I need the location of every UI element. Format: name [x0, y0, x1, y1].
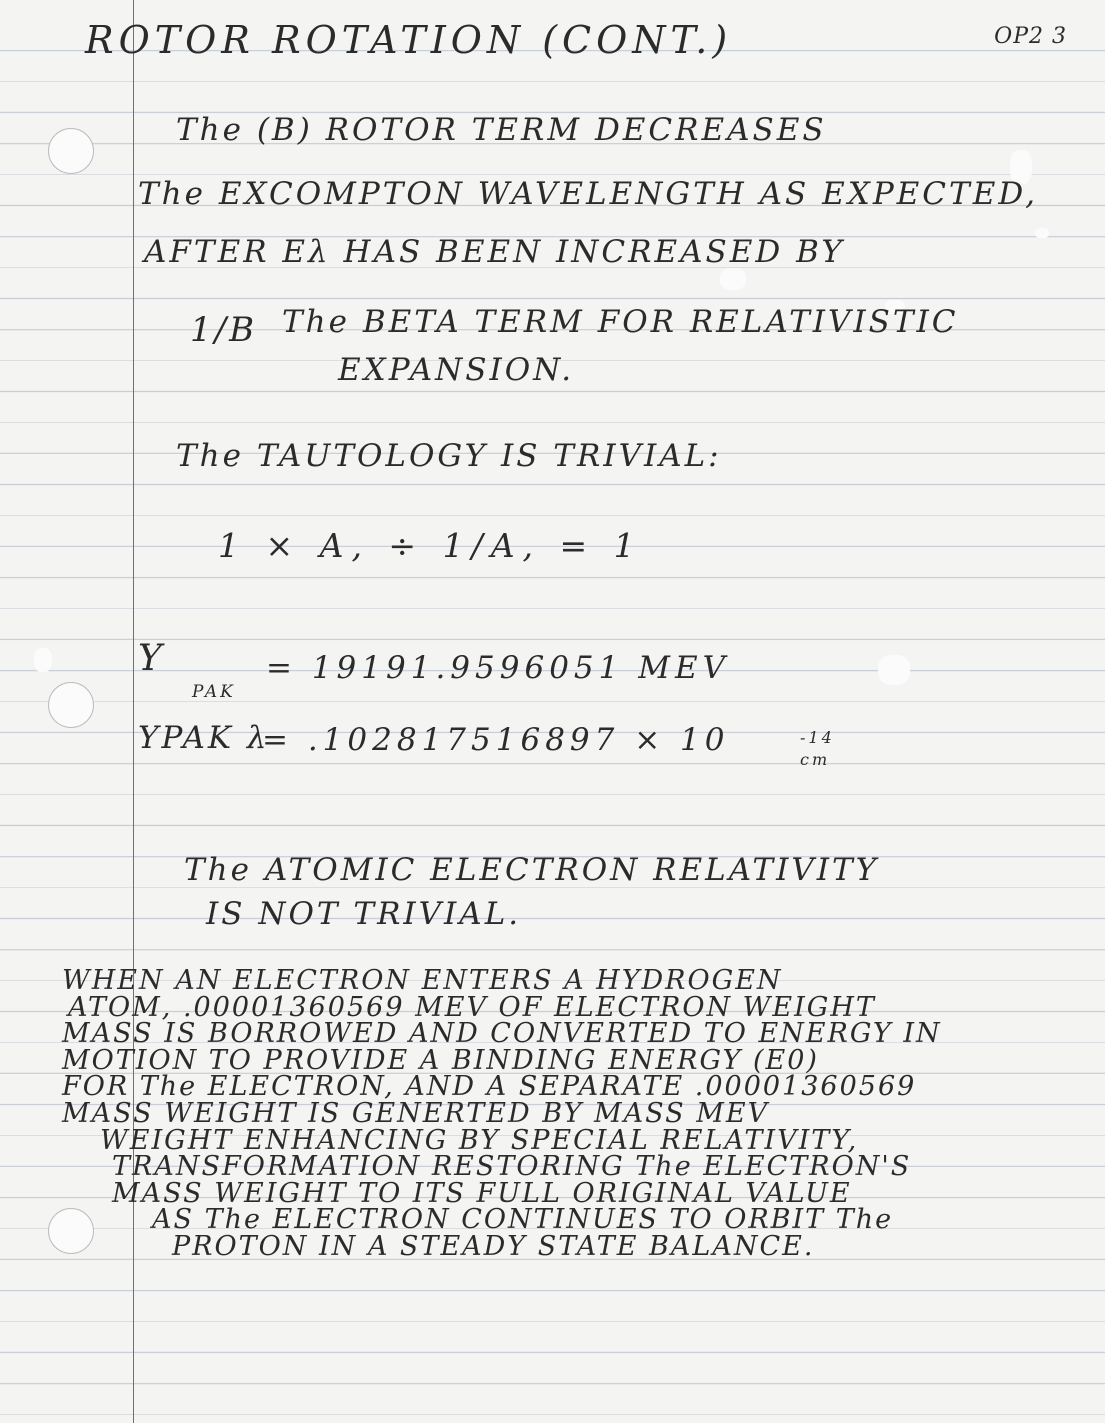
correction-fluid-mark	[34, 648, 52, 672]
equation-label: ΥPAK λ	[138, 720, 270, 756]
fraction: 1/B	[190, 310, 258, 350]
note-line: The (B) ROTOR TERM DECREASES	[176, 112, 827, 148]
paragraph-line: WHEN AN ELECTRON ENTERS A HYDROGEN	[62, 965, 783, 996]
note-line: AFTER Eλ HAS BEEN INCREASED BY	[144, 234, 845, 270]
note-heading: The TAUTOLOGY IS TRIVIAL:	[176, 438, 722, 474]
paragraph-line: MOTION TO PROVIDE A BINDING ENERGY (E0)	[62, 1044, 819, 1076]
page-title: ROTOR ROTATION (CONT.)	[85, 18, 733, 62]
equation-symbol: Υ	[138, 638, 165, 679]
page-number: OP2 3	[994, 24, 1067, 49]
exponent: -14	[800, 728, 835, 747]
correction-fluid-mark	[720, 268, 746, 290]
paragraph-line: MASS IS BORROWED AND CONVERTED TO ENERGY IN	[62, 1018, 942, 1050]
correction-fluid-mark	[878, 655, 910, 685]
note-line: IS NOT TRIVIAL.	[206, 896, 522, 932]
unit: cm	[800, 750, 831, 769]
punch-hole	[48, 128, 94, 174]
equation: = 19191.9596051 MEV	[266, 650, 730, 686]
note-line: The BETA TERM FOR RELATIVISTIC	[282, 304, 959, 340]
paragraph-line: MASS WEIGHT IS GENERTED BY MASS MEV	[62, 1097, 770, 1129]
paragraph-line: WEIGHT ENHANCING BY SPECIAL RELATIVITY,	[100, 1124, 859, 1156]
paragraph-line: AS The ELECTRON CONTINUES TO ORBIT The	[152, 1204, 894, 1236]
note-line: The EXCOMPTON WAVELENGTH AS EXPECTED,	[138, 176, 1038, 212]
note-line: The ATOMIC ELECTRON RELATIVITY	[184, 852, 880, 888]
paragraph-line: ATOM, .00001360569 MEV OF ELECTRON WEIGHT	[68, 991, 876, 1023]
paragraph	[62, 965, 942, 1262]
equation: 1 × A, ÷ 1/A, = 1	[218, 526, 643, 565]
correction-fluid-mark	[1035, 228, 1049, 238]
paragraph-line: FOR The ELECTRON, AND A SEPARATE .00001360569	[62, 1071, 917, 1103]
equation: = .102817516897 × 10	[262, 722, 730, 758]
equation-subscript: PAK	[192, 682, 236, 702]
paragraph-line: MASS WEIGHT TO ITS FULL ORIGINAL VALUE	[112, 1177, 852, 1209]
punch-hole	[48, 682, 94, 728]
paragraph-line: TRANSFORMATION RESTORING The ELECTRON'S	[112, 1151, 912, 1183]
note-line: EXPANSION.	[338, 352, 575, 388]
paragraph-line: PROTON IN A STEADY STATE BALANCE.	[172, 1230, 815, 1262]
